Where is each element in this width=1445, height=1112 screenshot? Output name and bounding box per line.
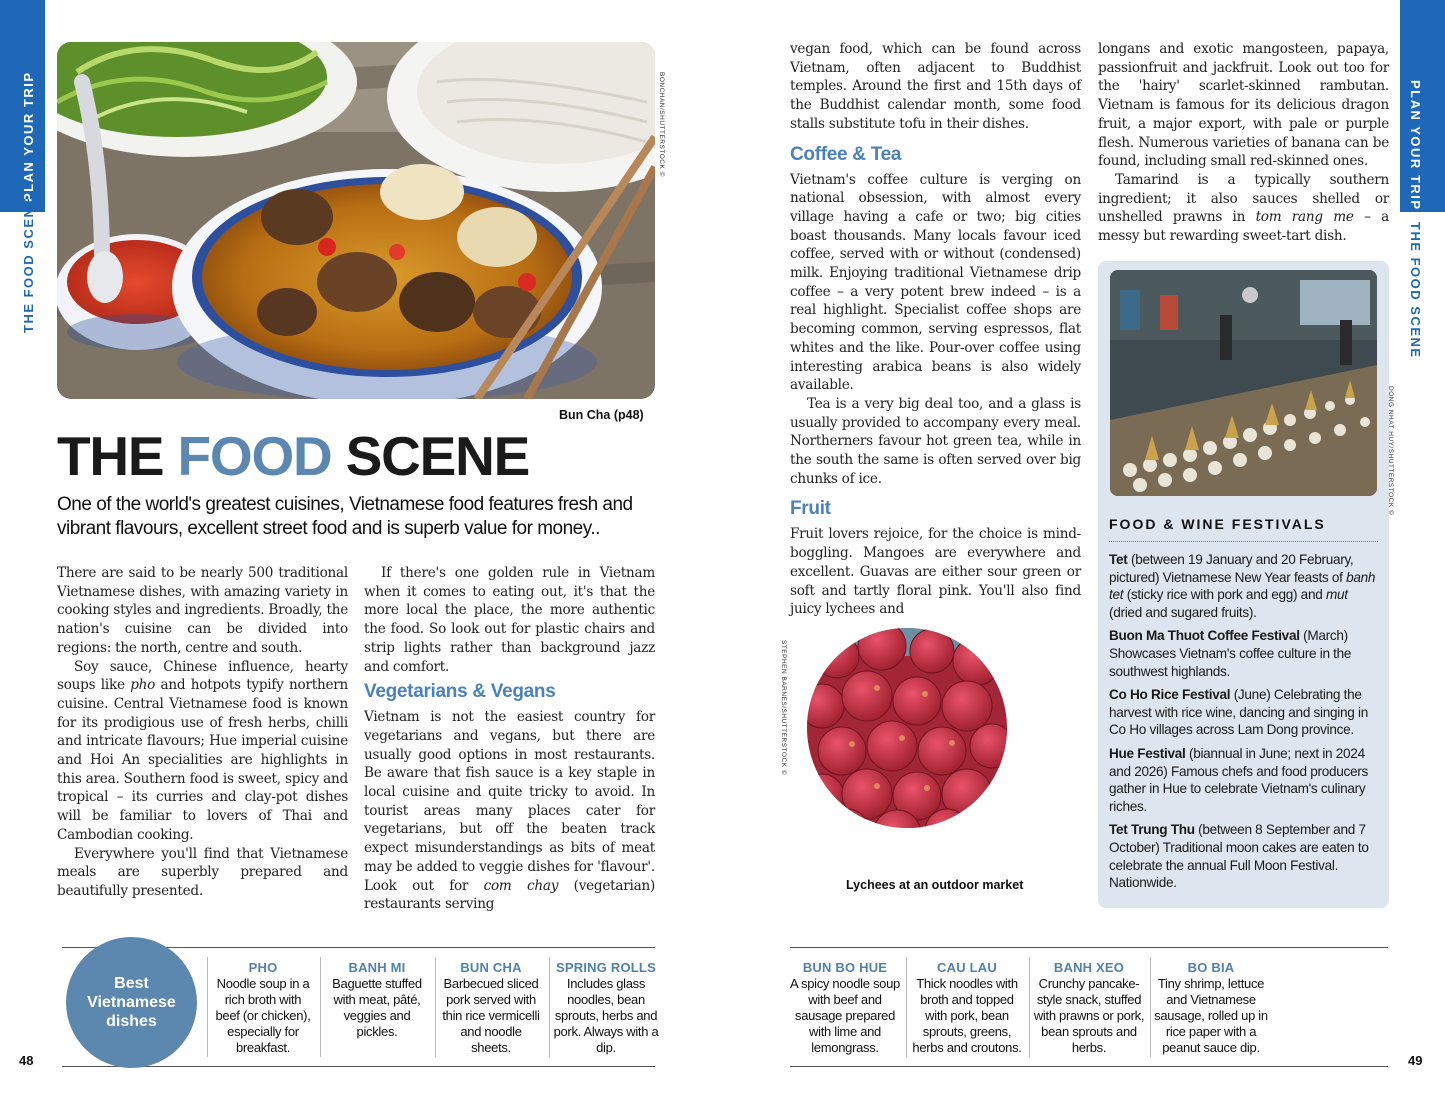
festival-text: (between 19 January and 20 February, pictured) Vietnamese New Year feasts of	[1109, 552, 1354, 585]
col4-paragraph-2	[1098, 171, 1389, 246]
dish-description: Thick noodles with broth and topped with pork, bean sprouts, greens, herbs and croutons.	[912, 976, 1022, 1055]
dish-name: CAU LAU	[937, 960, 997, 975]
festival-emphasis: banh tet	[1109, 569, 1376, 603]
col1-p2-text-a: Soy sauce, Chinese influence, hearty soups like	[57, 658, 348, 694]
dish-description: Noodle soup in a rich broth with beef (or chicken), especially for breakfast.	[215, 976, 311, 1055]
left-section-label: THE FOOD SCENE	[21, 196, 36, 333]
festival-text: (June) Celebrating the harvest with rice wine, dancing and singing in Co Ho villages across Lam Dong province.	[1109, 687, 1368, 738]
lychee-photo-credit: STEPHEN BARNES/SHUTTERSTOCK ©	[780, 640, 787, 776]
dish-name: SPRING ROLLS	[556, 960, 656, 975]
body-column-3	[790, 40, 1081, 619]
dish-description: Tiny shrimp, lettuce and Vietnamese sausage, rolled up in rice paper with a peanut sauce dip.	[1154, 976, 1268, 1055]
dish-card	[553, 959, 659, 1056]
col4-p2-text-a: Tamarind is a typically southern ingredient; it also sauces shelled or unshelled prawns in	[1098, 171, 1389, 226]
coffee-tea-heading: Coffee & Tea	[790, 143, 902, 165]
col1-paragraph-2	[57, 658, 348, 845]
dish-name: BUN CHA	[460, 960, 522, 975]
col3-paragraph-3: Tea is a very big deal too, and a glass is usually provided to accompany every meal. Northerners favour hot green tea, while in the south the same is often served over big chunks of ice.	[790, 395, 1081, 487]
dish-name: BUN BO HUE	[802, 960, 888, 975]
title-part-1: THE	[57, 425, 178, 487]
col1-paragraph-3: Everywhere you'll find that Vietnamese meals are superbly prepared and beautifully presented.	[57, 845, 348, 899]
fruit-heading: Fruit	[790, 498, 831, 520]
page-title	[57, 424, 529, 488]
dish-card	[790, 959, 900, 1056]
title-part-3: SCENE	[331, 425, 530, 487]
festival-text: (sticky rice with pork and egg) and	[1123, 587, 1326, 603]
dishes-top-rule-right	[790, 947, 1388, 948]
dish-separator	[435, 957, 436, 1057]
dish-separator	[906, 957, 907, 1057]
festivals-list	[1109, 551, 1381, 898]
festival-photo	[1110, 270, 1377, 496]
dish-card	[910, 959, 1024, 1056]
dish-separator	[320, 957, 321, 1057]
dish-name: BO BIA	[1187, 960, 1235, 975]
page-number-left: 48	[19, 1053, 34, 1068]
festival-name: Tet Trung Thu	[1109, 822, 1195, 838]
col4-p2-text-b: – a messy but rewarding sweet-tart dish.	[1098, 209, 1389, 245]
dish-description: A spicy noodle soup with beef and sausage prepared with lime and lemongrass.	[790, 976, 900, 1055]
col3-paragraph-4: Fruit lovers rejoice, for the choice is mind-boggling. Mangoes are everywhere and excellent. Guavas are either sour green or soft and tartly floral pink. You'll also find juicy lychees and	[790, 526, 1081, 618]
festival-item	[1109, 627, 1381, 680]
dish-separator	[1029, 957, 1030, 1057]
dish-card	[1032, 959, 1146, 1056]
festival-name: Co Ho Rice Festival	[1109, 687, 1231, 703]
col2-p2-emphasis: com chay	[483, 877, 559, 894]
festival-text: (biannual in June; next in 2024 and 2026) Famous chefs and food producers gather in Hue to celebrate Vietnam's culinary riches.	[1109, 745, 1368, 814]
col1-p2-emphasis: pho	[130, 677, 156, 694]
vegetarians-heading: Vegetarians & Vegans	[364, 681, 556, 703]
col2-p2-text-b: (vegetarian) restaurants serving	[364, 877, 655, 913]
dish-description: Barbecued sliced pork served with thin rice vermicelli and noodle sheets.	[442, 976, 540, 1055]
festival-name: Hue Festival	[1109, 745, 1186, 761]
dish-description: Includes glass noodles, bean sprouts, herbs and pork. Always with a dip.	[553, 976, 659, 1055]
dishes-bottom-rule-right	[790, 1066, 1388, 1067]
dish-card	[212, 959, 314, 1056]
col1-p2-text-b: and hotpots typify northern cuisine. Central Vietnamese food is known for its prodigious use of fresh herbs, chilli and intricate flavours; Hue imperial cuisine and Hoi An specialities are highlights in this area. Southern food is sweet, spicy and tropical – its curries and clay-pot dishes will be familiar to lovers of Thai and Cambodian cooking.	[57, 677, 348, 843]
festival-text: (March) Showcases Vietnam's coffee culture in the southwest highlands.	[1109, 628, 1352, 679]
bun-cha-photo	[57, 42, 655, 399]
dish-description: Crunchy pancake-style snack, stuffed with prawns or pork, bean sprouts and herbs.	[1033, 976, 1145, 1055]
festival-photo-credit: DONG NHAT HUY/SHUTTERSTOCK ©	[1387, 386, 1394, 516]
lychee-photo	[807, 616, 1007, 870]
festival-item	[1109, 821, 1381, 891]
dish-name: PHO	[248, 960, 278, 975]
festival-item	[1109, 551, 1381, 621]
dish-card	[1153, 959, 1269, 1056]
body-column-2	[364, 564, 655, 914]
dish-description: Baguette stuffed with meat, pâté, veggies and pickles.	[332, 976, 422, 1039]
festival-emphasis: mut	[1325, 587, 1348, 603]
col4-paragraph-1: longans and exotic mangosteen, papaya, passionfruit and jackfruit. Look out too for the 'hairy' scarlet-skinned rambutan. Vietnam is famous for its delicious dragon fruit, a major export, with pale or purple flesh. Numerous varieties of banana can be found, including small red-skinned ones.	[1098, 41, 1389, 170]
col3-paragraph-2: Vietnam's coffee culture is verging on national obsession, with almost every village having a cafe or two; big cities boast thousands. Many locals favour iced coffee, served with or without (condensed) milk. Enjoying traditional Vietnamese drip coffee – a very potent brew indeed – is a real highlight. Specialist coffee shops are becoming common, serving espressos, flat whites and the like. Pour-over coffee using interesting arabica beans is also widely available.	[790, 171, 1081, 394]
dish-name: BANH XEO	[1053, 960, 1125, 975]
festivals-title: FOOD & WINE FESTIVALS	[1109, 516, 1326, 532]
festival-text: (dried and sugared fruits).	[1109, 604, 1257, 620]
festival-name: Tet	[1109, 552, 1128, 567]
dish-card	[324, 959, 430, 1040]
col2-paragraph-2	[364, 708, 655, 914]
festival-text: (between 8 September and 7 October) Traditional moon cakes are eaten to celebrate the annual Full Moon Festival. Nationwide.	[1109, 822, 1369, 891]
best-dishes-badge	[66, 937, 197, 1068]
dish-separator	[549, 957, 550, 1057]
col1-paragraph-1: There are said to be nearly 500 traditional Vietnamese dishes, with amazing variety in cooking styles and ingredients. Broadly, the nation's cuisine can be divided into regions: the north, centre and south.	[57, 565, 348, 656]
col4-p2-emphasis: tom rang me	[1255, 209, 1354, 226]
dish-card	[439, 959, 543, 1056]
right-tab-label: PLAN YOUR TRIP	[1408, 80, 1423, 211]
lychee-photo-caption: Lychees at an outdoor market	[846, 878, 1024, 892]
festival-name: Buon Ma Thuot Coffee Festival	[1109, 628, 1300, 644]
left-tab-label: PLAN YOUR TRIP	[21, 71, 36, 202]
intro-text: One of the world's greatest cuisines, Vietnamese food features fresh and vibrant flavours, excellent street food and is superb value for money..	[57, 494, 633, 539]
col2-p2-text-a: Vietnam is not the easiest country for vegetarians and vegans, but there are usually good options in most restaurants. Be aware that fish sauce is a key staple in local cuisine and quite tricky to avoid. In tourist areas many places cater for vegetarians, but off the beaten track expect misunderstandings as bits of meat may be added to veggie dishes for 'flavour'. Look out for	[364, 709, 655, 894]
festivals-divider	[1109, 541, 1378, 542]
festival-item	[1109, 745, 1381, 815]
best-dishes-label: Best Vietnamese dishes	[87, 975, 176, 1030]
body-column-1	[57, 564, 348, 901]
main-photo-credit: BONCHAN/SHUTTERSTOCK ©	[658, 72, 665, 177]
dish-name: BANH MI	[348, 960, 406, 975]
title-part-2: FOOD	[177, 425, 332, 487]
page-number-right: 49	[1408, 1053, 1423, 1068]
dish-separator	[1150, 957, 1151, 1057]
dishes-bottom-rule-left	[62, 1066, 655, 1067]
festival-item	[1109, 686, 1381, 739]
col3-paragraph-1: vegan food, which can be found across Vietnam, often adjacent to Buddhist temples. Around the first and 15th days of the Buddhist calendar month, some food stalls substitute tofu in their dishes.	[790, 41, 1081, 132]
main-photo-caption: Bun Cha (p48)	[559, 408, 644, 422]
col2-paragraph-1: If there's one golden rule in Vietnam when it comes to eating out, it's that the more local the place, the more authentic the food. So look out for plastic chairs and strip lights rather than background jazz and comfort.	[364, 565, 655, 675]
body-column-4	[1098, 40, 1389, 246]
right-section-label: THE FOOD SCENE	[1408, 222, 1423, 359]
dish-separator	[207, 957, 208, 1057]
